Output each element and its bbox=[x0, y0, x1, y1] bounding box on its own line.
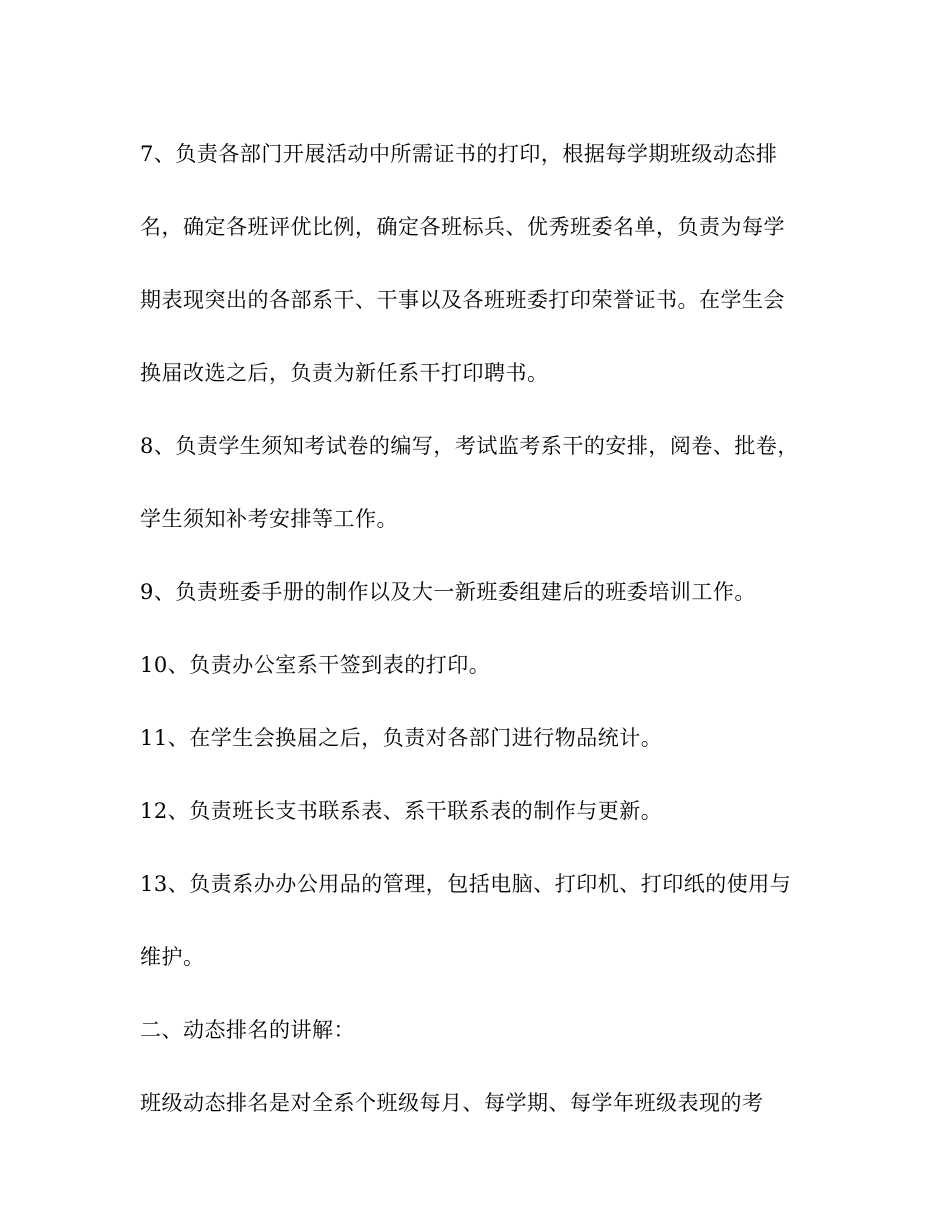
text-line: 8、负责学生须知考试卷的编写，考试监考系干的安排，阅卷、批卷， bbox=[140, 434, 799, 458]
text-line: 学生须知补考安排等工作。 bbox=[140, 507, 398, 531]
text-line: 12、负责班长支书联系表、系干联系表的制作与更新。 bbox=[140, 799, 663, 823]
text-line: 7、负责各部门开展活动中所需证书的打印，根据每学期班级动态排 bbox=[140, 142, 778, 166]
text-line: 9、负责班委手册的制作以及大一新班委组建后的班委培训工作。 bbox=[140, 580, 756, 604]
text-line: 13、负责系办办公用品的管理，包括电脑、打印机、打印纸的使用与 bbox=[140, 872, 792, 896]
text-line: 名，确定各班评优比例，确定各班标兵、优秀班委名单，负责为每学 bbox=[140, 215, 785, 239]
body-text bbox=[140, 118, 820, 1140]
text-line: 班级动态排名是对全系个班级每月、每学期、每学年班级表现的考 bbox=[140, 1091, 764, 1115]
text-line: 换届改选之后，负责为新任系干打印聘书。 bbox=[140, 361, 549, 385]
section-heading: 二、动态排名的讲解： bbox=[140, 1018, 355, 1042]
text-line: 11、在学生会换届之后，负责对各部门进行物品统计。 bbox=[140, 726, 663, 750]
text-line: 维护。 bbox=[140, 945, 205, 969]
text-line: 期表现突出的各部系干、干事以及各班班委打印荣誉证书。在学生会 bbox=[140, 288, 785, 312]
text-line: 10、负责办公室系干签到表的打印。 bbox=[140, 653, 491, 677]
